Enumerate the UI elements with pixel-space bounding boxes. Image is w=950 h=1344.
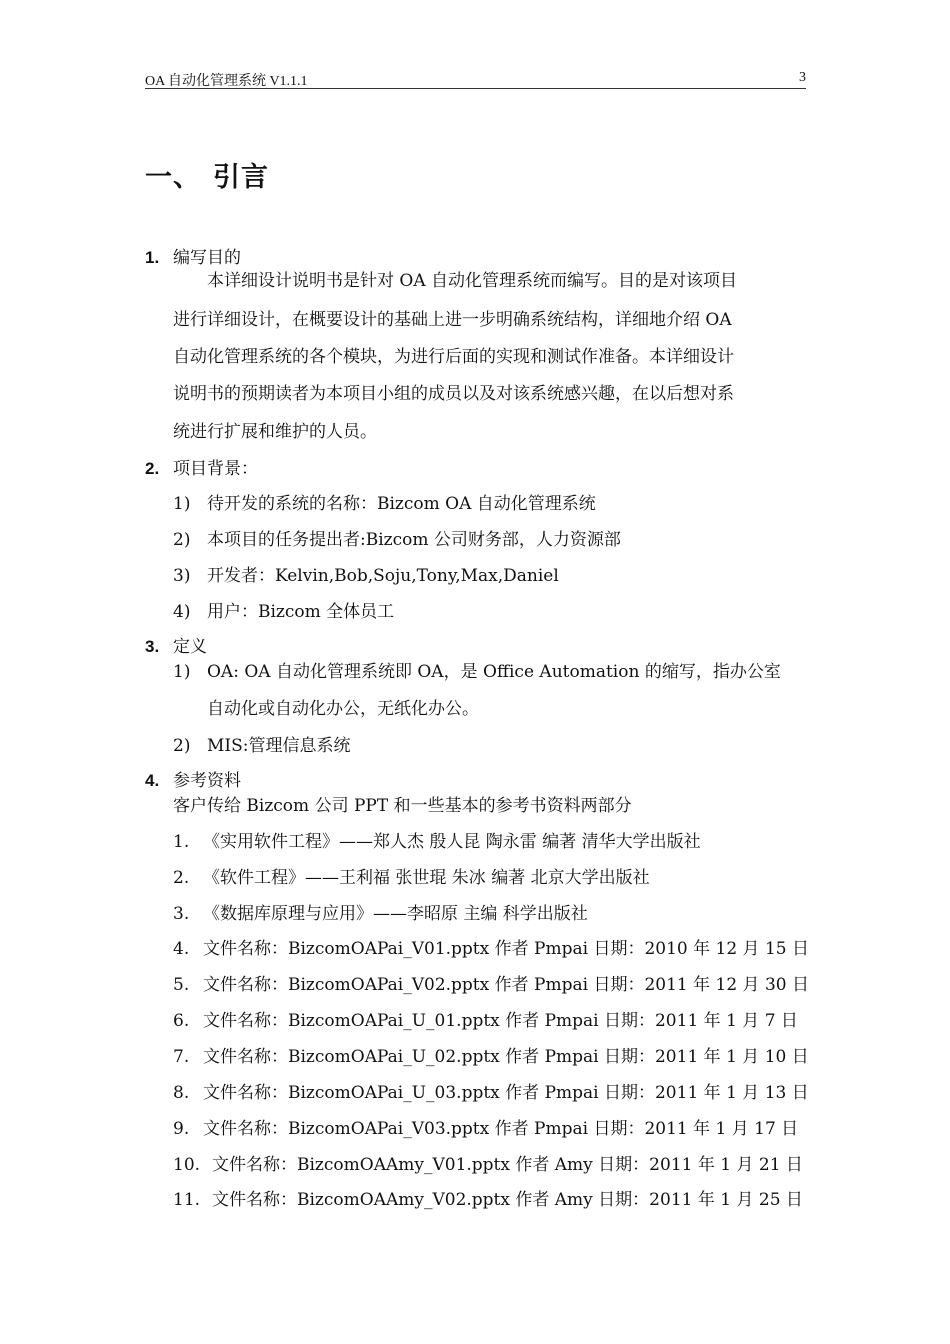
section-2-heading: 2. 项目背景： — [145, 459, 258, 479]
section-1-heading: 1. 编写目的 — [145, 248, 241, 268]
section-2-title: 项目背景： — [173, 459, 258, 479]
reference-item: 3. 《数据库原理与应用》——李昭原 主编 科学出版社 — [173, 904, 588, 924]
page-header — [145, 68, 806, 89]
list-item: 2) 本项目的任务提出者:Bizcom 公司财务部，人力资源部 — [173, 530, 621, 550]
document-title: OA 自动化管理系统 V1.1.1 — [145, 74, 308, 89]
list-item: 3) 开发者：Kelvin,Bob,Soju,Tony,Max,Daniel — [173, 566, 559, 586]
list-item: 1) OA: OA 自动化管理系统即 OA，是 Office Automation 的缩写，指办公室 — [173, 662, 781, 682]
section-3-title: 定义 — [173, 637, 207, 657]
section-3-heading: 3. 定义 — [145, 637, 207, 657]
list-item: 1) 待开发的系统的名称：Bizcom OA 自动化管理系统 — [173, 494, 596, 514]
reference-item: 6. 文件名称：BizcomOAPai_U_01.pptx 作者 Pmpai 日期：2011 年 1 月 7 日 — [173, 1011, 798, 1031]
paragraph-line: 说明书的预期读者为本项目小组的成员以及对该系统感兴趣，在以后想对系 — [173, 384, 734, 404]
section-4-title: 参考资料 — [173, 771, 241, 791]
reference-item: 2. 《软件工程》——王利福 张世琨 朱冰 编著 北京大学出版社 — [173, 868, 650, 888]
chapter-title: 引言 — [213, 162, 269, 193]
reference-item: 7. 文件名称：BizcomOAPai_U_02.pptx 作者 Pmpai 日期：2011 年 1 月 10 日 — [173, 1047, 809, 1067]
chapter-number: 一、 — [145, 162, 201, 193]
reference-item: 1. 《实用软件工程》——郑人杰 殷人昆 陶永雷 编著 清华大学出版社 — [173, 832, 701, 852]
references-intro: 客户传给 Bizcom 公司 PPT 和一些基本的参考书资料两部分 — [173, 796, 632, 816]
reference-item: 11. 文件名称：BizcomOAAmy_V02.pptx 作者 Amy 日期：2011 年 1 月 25 日 — [173, 1190, 803, 1210]
reference-item: 8. 文件名称：BizcomOAPai_U_03.pptx 作者 Pmpai 日期：2011 年 1 月 13 日 — [173, 1083, 809, 1103]
reference-item: 9. 文件名称：BizcomOAPai_V03.pptx 作者 Pmpai 日期：2011 年 1 月 17 日 — [173, 1119, 799, 1139]
paragraph-line: 统进行扩展和维护的人员。 — [173, 422, 377, 442]
reference-item: 4. 文件名称：BizcomOAPai_V01.pptx 作者 Pmpai 日期：2010 年 12 月 15 日 — [173, 939, 809, 959]
reference-item: 10. 文件名称：BizcomOAAmy_V01.pptx 作者 Amy 日期：2011 年 1 月 21 日 — [173, 1155, 803, 1175]
chapter-heading — [145, 155, 269, 194]
section-1-title: 编写目的 — [173, 248, 241, 268]
section-4-heading: 4. 参考资料 — [145, 771, 241, 791]
list-item: 2) MIS:管理信息系统 — [173, 736, 351, 756]
paragraph-line: 自动化管理系统的各个模块，为进行后面的实现和测试作准备。本详细设计 — [173, 347, 734, 367]
reference-item: 5. 文件名称：BizcomOAPai_V02.pptx 作者 Pmpai 日期：2011 年 12 月 30 日 — [173, 975, 809, 995]
paragraph-line: 进行详细设计，在概要设计的基础上进一步明确系统结构，详细地介绍 OA — [173, 310, 732, 330]
paragraph-line: 本详细设计说明书是针对 OA 自动化管理系统而编写。目的是对该项目 — [207, 271, 738, 291]
list-item: 4) 用户：Bizcom 全体员工 — [173, 602, 395, 622]
list-item-continuation: 自动化或自动化办公，无纸化办公。 — [207, 699, 479, 719]
page-number: 3 — [799, 70, 806, 85]
